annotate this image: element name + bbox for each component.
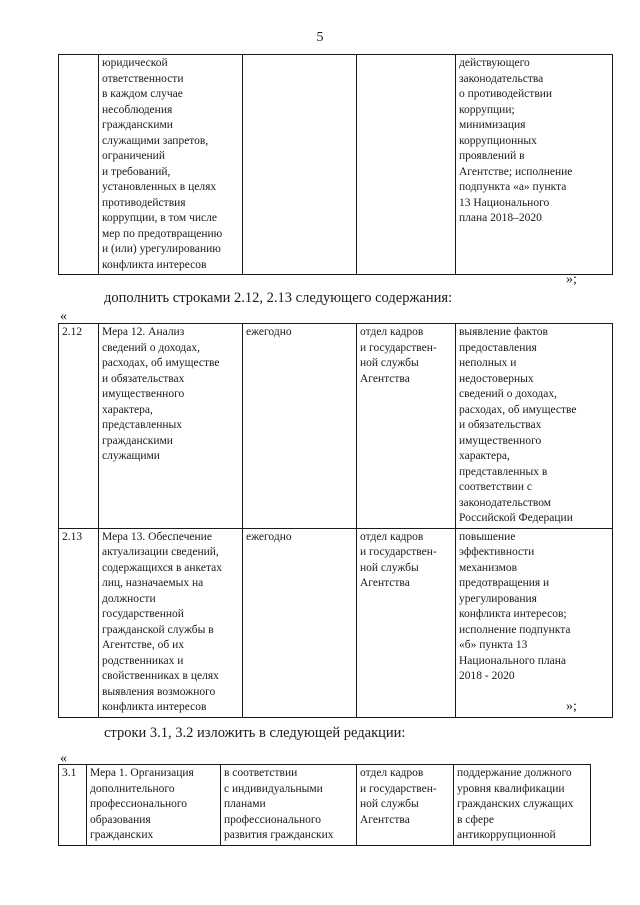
cell-line: действующего (459, 57, 530, 69)
cell-line: подпункта «а» пункта (459, 181, 567, 193)
cell-line: установленных в целях (102, 181, 217, 193)
cell-line: в сфере (457, 813, 494, 826)
cell-line: недостоверных (459, 372, 534, 385)
cell-line: Мера 13. Обеспечение (102, 530, 212, 543)
cell-line: законодательства (459, 72, 544, 85)
cell-line: планами (224, 798, 266, 810)
cell-line: «б» пункта 13 (459, 639, 528, 651)
cell-measure (99, 528, 243, 717)
cell-line: Агентства (360, 813, 410, 826)
cell-num (59, 55, 99, 275)
cell-line: предотвращения и (459, 577, 550, 589)
cell-line: Мера 12. Анализ (102, 326, 185, 338)
cell-period (243, 55, 357, 275)
cell-period (243, 528, 357, 717)
cell-line: ной службы (360, 798, 419, 810)
cell-line: имущественного (102, 388, 185, 400)
cell-result (456, 324, 613, 529)
cell-line: и требований, (102, 165, 171, 178)
cell-line: выявления возможного (102, 685, 216, 698)
cell-line: о противодействии (459, 88, 553, 100)
cell-responsible (357, 55, 456, 275)
cell-line: развития гражданских (224, 829, 334, 841)
cell-line: актуализации сведений, (102, 546, 219, 558)
open-quote: « (60, 309, 67, 324)
cell-line: противодействия (102, 196, 186, 209)
cell-line: конфликта интересов; (459, 608, 567, 620)
cell-line: ежегодно (246, 530, 292, 543)
cell-line: дополнительного (90, 782, 175, 795)
cell-line: несоблюдения (102, 103, 173, 116)
cell-line: гражданских (90, 829, 154, 841)
cell-line: государственной (102, 608, 184, 620)
cell-period (243, 324, 357, 529)
cell-line: характера, (459, 450, 510, 462)
table-middle (58, 323, 613, 718)
table-row (59, 324, 613, 529)
cell-line: расходах, об имуществе (459, 403, 577, 416)
cell-measure (87, 765, 221, 846)
cell-result (454, 765, 591, 846)
cell-measure (99, 55, 243, 275)
cell-line: и государствен- (360, 341, 437, 354)
cell-line: уровня квалификации (457, 782, 565, 795)
cell-line: в соответствии (224, 767, 298, 779)
cell-line: и обязательствах (102, 372, 185, 385)
cell-line: поддержание должного (457, 767, 572, 779)
cell-line: конфликта интересов (102, 258, 207, 271)
cell-line: расходах, об имуществе (102, 357, 220, 369)
cell-line: служащими (102, 450, 160, 462)
cell-line: гражданской службы в (102, 623, 214, 636)
cell-line: сведений о доходах, (102, 341, 200, 354)
cell-line: Агентства (360, 577, 410, 589)
cell-line: содержащихся в анкетах (102, 561, 222, 574)
cell-line: характера, (102, 403, 153, 416)
cell-line: плана 2018–2020 (459, 212, 542, 224)
cell-line: коррупции; (459, 103, 515, 116)
cell-line: 2018 - 2020 (459, 670, 515, 682)
cell-line: урегулирования (459, 592, 537, 605)
cell-line: коррупционных (459, 134, 537, 147)
cell-line: профессионального (224, 813, 322, 826)
table-top (58, 54, 613, 275)
cell-line: конфликта интересов (102, 701, 207, 713)
cell-line: ной службы (360, 561, 419, 574)
cell-line: с индивидуальными (224, 782, 323, 795)
cell-line: юридической (102, 57, 168, 69)
instruction-text: дополнить строками 2.12, 2.13 следующего содержания: (104, 290, 453, 306)
page-number: 5 (316, 30, 324, 45)
cell-line: образования (90, 813, 151, 826)
cell-line: ответственности (102, 72, 184, 85)
cell-line: коррупции, в том числе (102, 212, 217, 224)
cell-num: 3.1 (59, 765, 87, 846)
table-row (59, 765, 591, 846)
cell-result (456, 528, 613, 717)
open-quote: « (60, 751, 67, 766)
cell-line: и государствен- (360, 782, 437, 795)
cell-line: и обязательствах (459, 419, 542, 431)
cell-responsible (357, 324, 456, 529)
cell-line: отдел кадров (360, 326, 424, 338)
table-bottom (58, 764, 591, 846)
cell-num: 2.13 (59, 528, 99, 717)
cell-line: мер по предотвращению (102, 227, 223, 240)
cell-line: Национального плана (459, 654, 567, 667)
cell-line: Мера 1. Организация (90, 767, 194, 779)
cell-line: предоставления (459, 341, 537, 354)
cell-line: представленных (102, 419, 182, 431)
cell-result (456, 55, 613, 275)
cell-line: свойственниках в целях (102, 670, 219, 682)
cell-line: ограничений (102, 150, 165, 162)
cell-line: должности (102, 592, 156, 605)
cell-line: представленных в (459, 465, 548, 478)
cell-line: Агентстве; исполнение (459, 165, 573, 178)
close-quote: »; (566, 699, 577, 714)
cell-line: проявлений в (459, 150, 525, 162)
table-row (59, 55, 613, 275)
cell-line: механизмов (459, 561, 518, 574)
cell-line: эффективности (459, 546, 535, 558)
cell-line: законодательством (459, 496, 552, 509)
cell-line: 13 Национального (459, 196, 550, 209)
cell-line: повышение (459, 530, 516, 543)
cell-line: соответствии с (459, 481, 532, 493)
cell-line: гражданских служащих (457, 798, 574, 810)
cell-line: и государствен- (360, 546, 437, 558)
cell-line: ежегодно (246, 326, 292, 338)
cell-line: Российской Федерации (459, 512, 573, 524)
cell-num: 2.12 (59, 324, 99, 529)
cell-line: в каждом случае (102, 88, 183, 100)
cell-line: профессионального (90, 798, 188, 810)
cell-line: лиц, назначаемых на (102, 577, 204, 589)
cell-responsible (357, 765, 454, 846)
cell-line: отдел кадров (360, 530, 424, 543)
cell-line: имущественного (459, 434, 542, 447)
cell-line: Агентстве, об их (102, 639, 185, 651)
cell-line: сведений о доходах, (459, 388, 557, 400)
cell-line: минимизация (459, 119, 526, 131)
cell-line: Агентства (360, 372, 410, 385)
cell-line: гражданскими (102, 119, 173, 131)
cell-line: родственниках и (102, 654, 184, 667)
table-row (59, 528, 613, 717)
cell-line: ной службы (360, 357, 419, 369)
cell-period (221, 765, 357, 846)
cell-line: гражданскими (102, 434, 173, 447)
cell-line: выявление фактов (459, 326, 548, 338)
close-quote: »; (566, 272, 577, 287)
cell-line: антикоррупционной (457, 829, 556, 841)
cell-line: и (или) урегулированию (102, 243, 221, 255)
instruction-text: строки 3.1, 3.2 изложить в следующей редакции: (104, 725, 406, 741)
cell-responsible (357, 528, 456, 717)
cell-measure (99, 324, 243, 529)
cell-line: отдел кадров (360, 767, 424, 779)
cell-line: исполнение подпункта (459, 623, 571, 636)
cell-line: неполных и (459, 357, 517, 369)
cell-line: служащими запретов, (102, 134, 209, 147)
